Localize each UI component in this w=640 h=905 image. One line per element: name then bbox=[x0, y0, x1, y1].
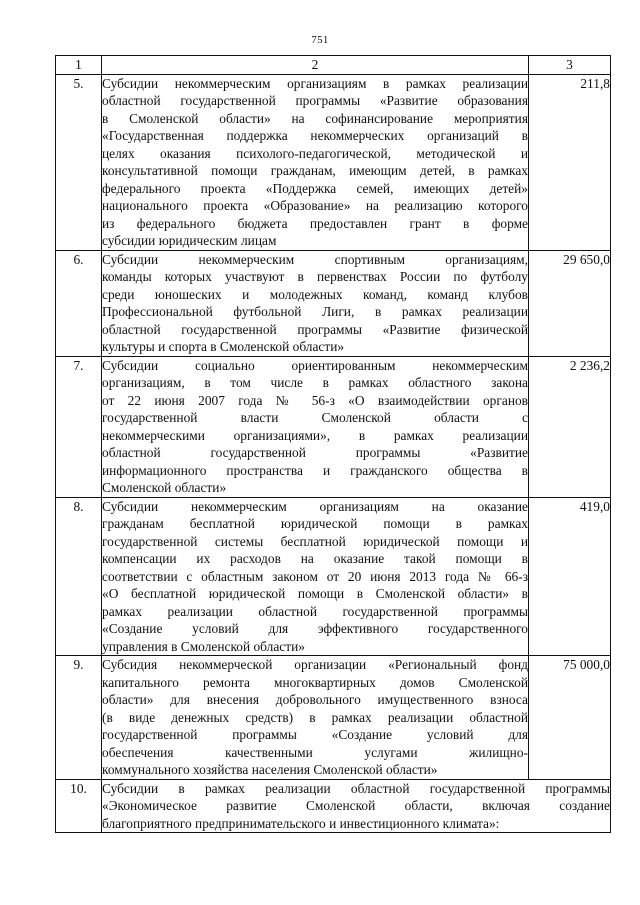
description-line: государственной системы бесплатной юридической помощи и bbox=[102, 533, 528, 549]
description-line: Смоленской области» bbox=[102, 480, 227, 495]
row-number: 9. bbox=[56, 656, 102, 780]
row-amount: 75 000,0 bbox=[529, 656, 611, 780]
description-line: капитального ремонта многоквартирных домов Смоленской bbox=[102, 674, 528, 690]
description-line: «Государственная поддержка некоммерческих организаций в bbox=[102, 128, 528, 143]
row-description bbox=[102, 250, 529, 356]
row-description bbox=[102, 779, 611, 833]
subsidies-table bbox=[55, 55, 611, 833]
description-line: обеспечения качественными услугами жилищно- bbox=[102, 744, 528, 760]
description-line: Субсидия некоммерческой организации «Региональный фонд bbox=[102, 657, 528, 672]
description-line: Профессиональной футбольной Лиги, в рамках реализации bbox=[102, 304, 528, 319]
table-row bbox=[56, 779, 611, 833]
description-line: благоприятного предпринимательского и инвестиционного климата»: bbox=[102, 815, 500, 831]
row-number: 6. bbox=[56, 250, 102, 356]
description-line: культуры и спорта в Смоленской области» bbox=[102, 339, 345, 354]
description-line: государственной программы «Создание условий для bbox=[102, 727, 528, 742]
table-body bbox=[56, 74, 611, 833]
description-line: областной государственной программы «Развитие bbox=[102, 445, 528, 460]
table-row bbox=[56, 74, 611, 250]
row-description bbox=[102, 497, 529, 656]
header-col-3: 3 bbox=[529, 56, 611, 75]
row-number: 5. bbox=[56, 74, 102, 250]
description-line: (в виде денежных средств) в рамках реализации областной bbox=[102, 709, 528, 725]
description-line: информационного пространства и гражданского общества в bbox=[102, 462, 528, 478]
description-line: «О бесплатной юридической помощи в Смоленской области» в bbox=[102, 586, 528, 601]
description-line: «Создание условий для эффективного государственного bbox=[102, 621, 528, 636]
description-line: компенсации их расходов на оказание такой помощи в bbox=[102, 551, 528, 566]
description-line: организациям, в том числе в рамках областного закона bbox=[102, 375, 528, 390]
table-row bbox=[56, 356, 611, 497]
table-row bbox=[56, 497, 611, 656]
row-amount: 211,8 bbox=[529, 74, 611, 250]
description-line: из федерального бюджета предоставлен грант в форме bbox=[102, 215, 528, 231]
description-line: целях оказания психолого-педагогической, методической и bbox=[102, 145, 528, 161]
description-line: субсидии юридическим лицам bbox=[102, 233, 277, 248]
description-line: некоммерческими организациями», в рамках реализации bbox=[102, 427, 528, 443]
description-line: национального проекта «Образование» на реализацию которого bbox=[102, 198, 528, 213]
description-line: управления в Смоленской области» bbox=[102, 638, 305, 654]
table-row bbox=[56, 250, 611, 356]
description-line: областной государственной программы «Развитие физической bbox=[102, 321, 528, 337]
row-number: 7. bbox=[56, 356, 102, 497]
description-line: гражданам бесплатной юридической помощи в рамках bbox=[102, 516, 528, 531]
description-line: от 22 июня 2007 года № 56-з «О взаимодействии органов bbox=[102, 392, 528, 408]
description-line: области» для внесения добровольного имущественного взноса bbox=[102, 692, 528, 707]
description-line: коммунального хозяйства населения Смоленской области» bbox=[102, 762, 438, 777]
description-line: в Смоленской области» на софинансирование мероприятия bbox=[102, 110, 528, 126]
description-line: соответствии с областным законом от 20 июня 2013 года № 66-з bbox=[102, 568, 528, 584]
description-line: команды которых участвуют в первенствах России по футболу bbox=[102, 269, 528, 284]
row-amount: 419,0 bbox=[529, 497, 611, 656]
row-description bbox=[102, 656, 529, 780]
description-line: Субсидии некоммерческим организациям на оказание bbox=[102, 498, 528, 514]
description-line: Субсидии некоммерческим спортивным организациям, bbox=[102, 251, 528, 267]
description-line: консультативной помощи гражданам, имеющим детей, в рамках bbox=[102, 163, 528, 178]
description-line: государственной власти Смоленской области с bbox=[102, 410, 528, 425]
row-description bbox=[102, 356, 529, 497]
header-col-1: 1 bbox=[56, 56, 102, 75]
description-line: Субсидии некоммерческим организациям в рамках реализации bbox=[102, 75, 528, 91]
description-line: Субсидии социально ориентированным некоммерческим bbox=[102, 357, 528, 373]
table-header-row bbox=[56, 56, 611, 75]
header-col-2: 2 bbox=[102, 56, 529, 75]
row-amount: 29 650,0 bbox=[529, 250, 611, 356]
page-number: 751 bbox=[311, 34, 329, 46]
description-line: федерального проекта «Поддержка семей, имеющих детей» bbox=[102, 180, 528, 196]
row-amount: 2 236,2 bbox=[529, 356, 611, 497]
row-number: 10. bbox=[56, 779, 102, 833]
description-line: рамках реализации областной государственной программы bbox=[102, 603, 528, 619]
description-line: Субсидии в рамках реализации областной государственной программы bbox=[102, 780, 610, 796]
table-row bbox=[56, 656, 611, 780]
description-line: среди юношеских и молодежных команд, команд клубов bbox=[102, 286, 528, 302]
row-number: 8. bbox=[56, 497, 102, 656]
description-line: областной государственной программы «Развитие образования bbox=[102, 93, 528, 108]
row-description bbox=[102, 74, 529, 250]
description-line: «Экономическое развитие Смоленской области, включая создание bbox=[102, 798, 610, 813]
